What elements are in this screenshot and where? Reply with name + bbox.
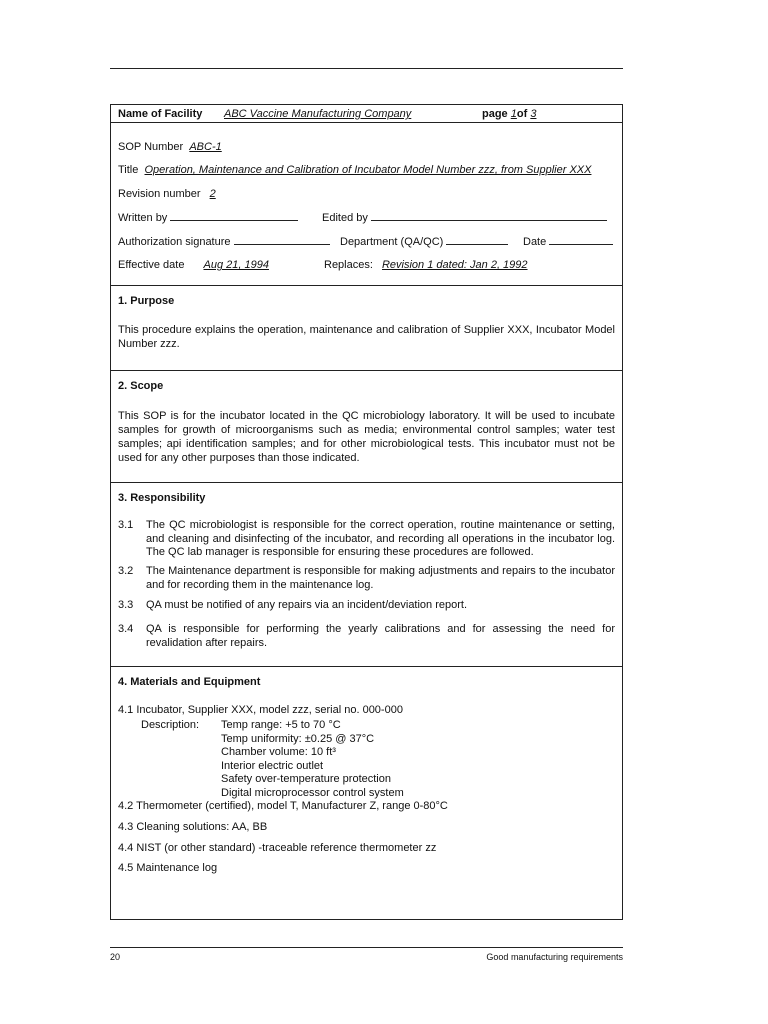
purpose-section	[111, 285, 622, 370]
scope-heading: 2. Scope	[118, 380, 164, 392]
materials-item: 4.4 NIST (or other standard) -traceable reference thermometer zz	[118, 842, 437, 854]
materials-section	[111, 666, 622, 919]
replaces-label: Replaces:	[324, 259, 373, 271]
scope-section	[111, 370, 622, 482]
auth-blank[interactable]	[234, 235, 330, 245]
materials-heading: 4. Materials and Equipment	[118, 676, 261, 688]
date-label: Date	[523, 236, 547, 248]
materials-item: 4.1 Incubator, Supplier XXX, model zzz, serial no. 000-000	[118, 704, 403, 716]
description-line: Chamber volume: 10 ft³	[221, 746, 336, 758]
materials-item: 4.3 Cleaning solutions: AA, BB	[118, 821, 268, 833]
scope-text: This SOP is for the incubator located in the QC microbiology laboratory. It will be used to incubate samples for growth of microorganisms such as media; environmental control samples; water test samples; api identification samples; and for other microbiological tests. This incubator must not be used for any other purposes than those indicated.	[118, 410, 615, 464]
purpose-text: This procedure explains the operation, maintenance and calibration of Supplier XXX, Incubator Model Number zzz.	[118, 324, 615, 350]
item-text: QA is responsible for performing the yearly calibrations and for assessing the need for revalidation after repairs.	[146, 623, 615, 649]
replaces-line	[324, 259, 532, 271]
edited-line	[322, 211, 607, 224]
sop-number-value: ABC-1	[189, 141, 222, 153]
effective-line	[118, 259, 308, 271]
responsibility-heading: 3. Responsibility	[118, 492, 206, 504]
description-line: Digital microprocessor control system	[221, 786, 404, 799]
description-line: Temp range: +5 to 70 °C	[221, 719, 341, 731]
title-label: Title	[118, 164, 139, 176]
edited-label: Edited by	[322, 212, 368, 224]
materials-item: 4.5 Maintenance log	[118, 862, 218, 874]
responsibility-item	[118, 623, 615, 650]
materials-item: 4.2 Thermometer (certified), model T, Manufacturer Z, range 0-80°C	[118, 800, 448, 812]
title-line	[118, 164, 591, 176]
facility-label: Name of Facility	[118, 108, 203, 120]
title-value: Operation, Maintenance and Calibration of Incubator Model Number zzz, from Supplier XXX	[144, 164, 592, 176]
description-list	[221, 719, 404, 800]
page-of: of	[516, 108, 528, 120]
purpose-heading: 1. Purpose	[118, 295, 175, 307]
item-text: The QC microbiologist is responsible for the correct operation, routine maintenance or setting, and cleaning and disinfecting of the incubator, and recording all operations in the incubator log. The QC lab manager is responsible for ensuring these procedures are followed.	[146, 519, 615, 558]
sop-form	[110, 104, 623, 920]
item-number: 3.4	[118, 623, 134, 635]
revision-label: Revision number	[118, 188, 201, 200]
description-line: Safety over-temperature protection	[221, 773, 391, 785]
page-footer	[110, 952, 623, 966]
footer-page-number: 20	[110, 952, 121, 962]
date-line	[523, 235, 613, 248]
written-label: Written by	[118, 212, 168, 224]
responsibility-item	[118, 599, 615, 613]
item-text: The Maintenance department is responsible for making adjustments and repairs to the incubator and for recording them in the maintenance log.	[146, 565, 615, 591]
description-label: Description:	[141, 719, 200, 731]
page-total: 3	[530, 108, 537, 120]
revision-value: 2	[209, 188, 216, 200]
sop-number	[118, 141, 222, 153]
revision-line	[118, 188, 218, 200]
auth-label: Authorization signature	[118, 236, 231, 248]
footer-running-title: Good manufacturing requirements	[486, 952, 623, 962]
written-blank[interactable]	[170, 211, 298, 221]
dept-line	[340, 235, 508, 248]
responsibility-section	[111, 482, 622, 666]
sop-number-label: SOP Number	[118, 141, 184, 153]
page-label: page	[482, 108, 508, 120]
responsibility-item	[118, 565, 615, 592]
effective-label: Effective date	[118, 259, 185, 271]
page-current: 1	[510, 108, 517, 120]
effective-value: Aug 21, 1994	[203, 259, 269, 271]
written-line	[118, 211, 298, 224]
item-number: 3.3	[118, 599, 134, 611]
item-number: 3.1	[118, 519, 134, 531]
top-rule	[110, 68, 623, 69]
dept-label: Department (QA/QC)	[340, 236, 444, 248]
facility-value: ABC Vaccine Manufacturing Company	[224, 108, 412, 120]
page-indicator	[482, 108, 536, 120]
meta-section	[111, 122, 622, 285]
auth-line	[118, 235, 330, 248]
edited-blank[interactable]	[371, 211, 607, 221]
description-line: Temp uniformity: ±0.25 @ 37°C	[221, 732, 375, 745]
item-number: 3.2	[118, 565, 134, 577]
description-line: Interior electric outlet	[221, 759, 324, 772]
item-text: QA must be notified of any repairs via an incident/deviation report.	[146, 599, 468, 611]
bottom-rule	[110, 947, 623, 948]
responsibility-item	[118, 519, 615, 560]
dept-blank[interactable]	[446, 235, 508, 245]
replaces-value: Revision 1 dated: Jan 2, 1992	[381, 259, 528, 271]
date-blank[interactable]	[549, 235, 613, 245]
